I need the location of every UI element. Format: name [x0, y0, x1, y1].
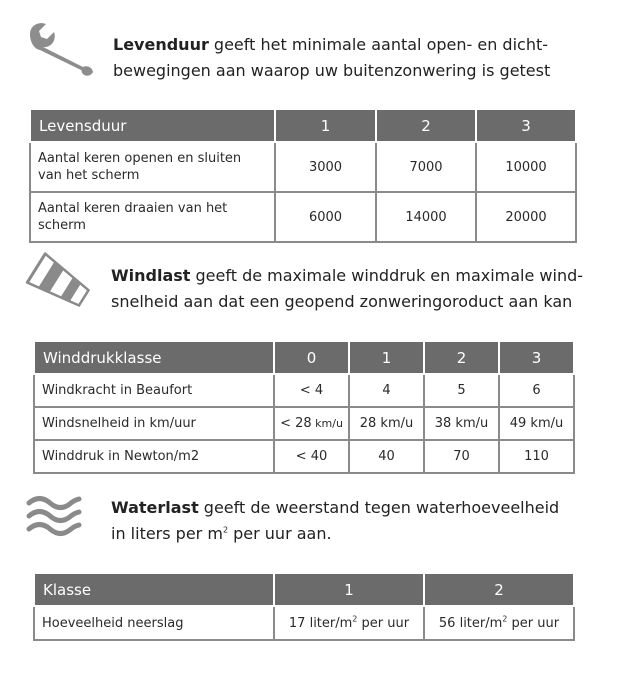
cell-value: 110: [499, 440, 574, 473]
header-1: 1: [274, 573, 424, 606]
table-header-row: [30, 109, 576, 142]
cell-value: 6000: [275, 192, 376, 242]
superscript: 2: [222, 525, 229, 535]
row-label: [30, 192, 275, 242]
cell-value-post: per uur: [507, 615, 560, 631]
header-2: 2: [424, 573, 574, 606]
wrench-icon: [26, 20, 98, 76]
superscript: 2: [352, 614, 358, 624]
waterlast-text-1: geeft de weerstand tegen waterhoeveelheid: [198, 498, 560, 517]
row-label: Winddruk in Newton/m2: [34, 440, 274, 473]
table-header-row: [34, 573, 574, 606]
levensduur-text-1: geeft het minimale aantal open- en dicht-: [208, 35, 549, 54]
table-row: [30, 142, 576, 192]
levensduur-title: Levenduur: [113, 35, 209, 54]
cell-value: 4: [349, 374, 424, 407]
waterlast-title: Waterlast: [111, 498, 199, 517]
table-header-row: [34, 341, 574, 374]
row-label: Windkracht in Beaufort: [34, 374, 274, 407]
row-label: Hoeveelheid neerslag: [34, 606, 274, 640]
cell-value: 3000: [275, 142, 376, 192]
header-2: 2: [424, 341, 499, 374]
waterlast-text-2: in liters per m: [111, 524, 223, 543]
levensduur-intro: [113, 32, 583, 84]
row-label-line1: Aantal keren openen en sluiten: [38, 151, 242, 166]
windsock-icon: [24, 252, 96, 314]
row-label-line2: van het scherm: [38, 168, 140, 183]
table-row: [34, 374, 574, 407]
cell-value: 10000: [476, 142, 576, 192]
water-waves-icon: [26, 494, 82, 538]
cell-value: 40: [349, 440, 424, 473]
cell-value: 5: [424, 374, 499, 407]
row-label-line2: scherm: [38, 218, 86, 233]
header-2: 2: [376, 109, 476, 142]
cell-value: 49 km/u: [499, 407, 574, 440]
header-1: 1: [275, 109, 376, 142]
table-row: [30, 192, 576, 242]
cell-value: 7000: [376, 142, 476, 192]
levensduur-table: [29, 108, 577, 243]
cell-value: 14000: [376, 192, 476, 242]
cell-value: 6: [499, 374, 574, 407]
cell-value-post: per uur: [357, 615, 410, 631]
row-label: Windsnelheid in km/uur: [34, 407, 274, 440]
cell-value: [274, 407, 349, 440]
windlast-text-2: snelheid aan dat een geopend zonweringoroduct aan kan: [111, 292, 573, 311]
header-klasse: Klasse: [34, 573, 274, 606]
table-row: [34, 407, 574, 440]
waterlast-text-2-post: per uur aan.: [228, 524, 332, 543]
header-3: 3: [499, 341, 574, 374]
header-levensduur: Levensduur: [30, 109, 275, 142]
waterlast-intro: [111, 495, 591, 547]
cell-value: 28 km/u: [349, 407, 424, 440]
cell-value: < 4: [274, 374, 349, 407]
cell-value: 20000: [476, 192, 576, 242]
header-3: 3: [476, 109, 576, 142]
cell-value-pre: 56 liter/m: [438, 615, 503, 631]
cell-value-unit: km/u: [311, 417, 343, 430]
row-label-line1: Aantal keren draaien van het: [38, 201, 228, 216]
windlast-text-1: geeft de maximale winddruk en maximale wind-: [190, 266, 584, 285]
table-row: [34, 440, 574, 473]
cell-value: [274, 606, 424, 640]
cell-value: 38 km/u: [424, 407, 499, 440]
cell-value-pre: 17 liter/m: [288, 615, 353, 631]
windlast-intro: [111, 263, 591, 315]
row-label: [30, 142, 275, 192]
header-0: 0: [274, 341, 349, 374]
waterlast-table: [33, 572, 575, 641]
header-winddrukklasse: Winddrukklasse: [34, 341, 274, 374]
windlast-table: [33, 340, 575, 474]
levensduur-text-2: bewegingen aan waarop uw buitenzonwering is getest: [113, 61, 551, 80]
cell-value-number: < 28: [280, 416, 312, 431]
cell-value: [424, 606, 574, 640]
cell-value: < 40: [274, 440, 349, 473]
header-1: 1: [349, 341, 424, 374]
windlast-title: Windlast: [111, 266, 191, 285]
table-row: [34, 606, 574, 640]
cell-value: 70: [424, 440, 499, 473]
superscript: 2: [502, 614, 508, 624]
